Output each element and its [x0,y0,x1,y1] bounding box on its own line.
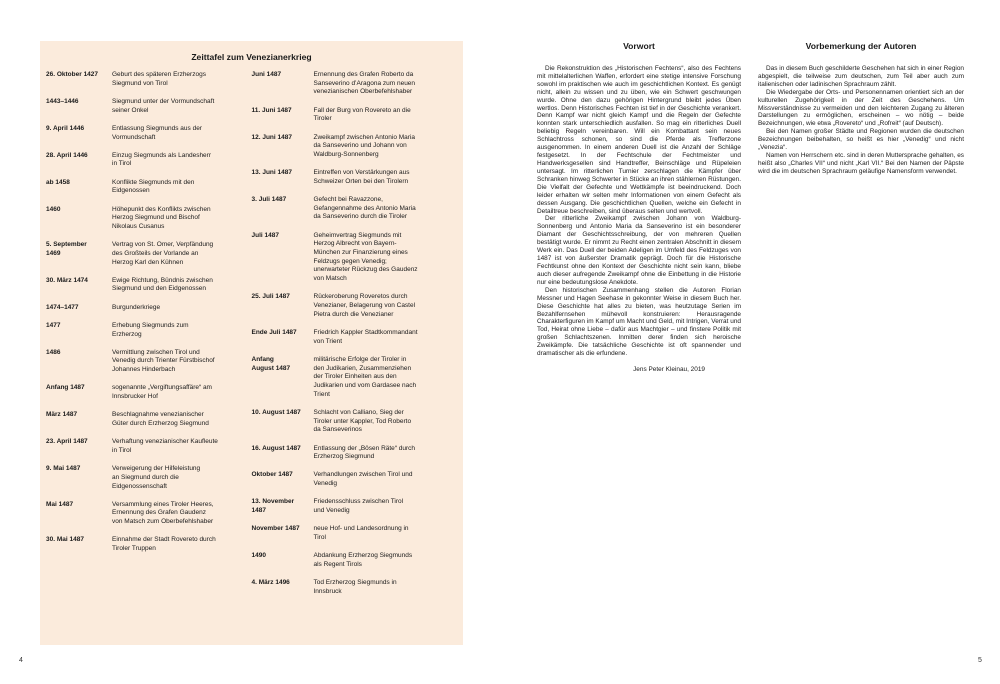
timeline-entry [252,293,458,319]
timeline-event: Ernennung des Grafen Roberto da Sanseverino d’Aragona zum neuen venezianischen Oberbefehlshaber [313,71,416,96]
timeline-event: Geburt des späteren Erzherzogs Siegmund von Tirol [112,71,206,87]
timeline-event: Höhepunkt des Konflikts zwischen Herzog Siegmund und Bischof Nikolaus Cusanus [112,205,211,230]
timeline-date: 13. Juni 1487 [251,169,292,177]
vorbemerkung-body [758,65,964,176]
timeline-date: 28. April 1446 [46,151,88,159]
timeline-date: 5. September 1469 [46,241,87,257]
timeline-event: Beschlagnahme venezianischer Güter durch Erzherzog Siegmund [112,411,209,427]
paragraph: Bei den Namen großer Städte und Regionen wurden die deutschen Bezeichnungen beibehalten, so heißt es hier „Venedig“ und nicht „Venezia“. [758,128,964,152]
timeline-event: Versammlung eines Tiroler Heeres, Ernennung des Grafen Gaudenz von Matsch zum Oberbefehlshaber [112,500,214,526]
timeline-event: Vermittlung zwischen Tirol und Venedig durch Trienter Fürstbischof Johannes Hinderbach [112,348,215,374]
timeline-entry [252,232,458,284]
timeline-event: Eintreffen von Verstärkungen aus Schweizer Orten bei den Tirolern [313,169,410,185]
page-number-left: 4 [19,657,23,664]
timeline-date: 1490 [251,552,266,560]
timeline-entry [252,579,458,596]
timeline-date: 16. August 1487 [251,444,301,452]
timeline-date: 13. November 1487 [251,498,295,515]
timeline-event: Schlacht von Calliano, Sieg der Tiroler unter Kappler, Tod Roberto da Sanseverinos [313,408,412,434]
timeline-event: Geheimvertrag Siegmunds mit Herzog Albrecht von Bayern- München zur Finanzierung eines Feldzugs gegen Venedig; unerwarteter Rückzug des Gaudenz von Matsch [313,231,418,283]
timeline-date: 1486 [46,348,61,356]
timeline-date: 30. März 1474 [46,276,88,284]
timeline-entry [252,525,458,542]
timeline-entry [46,322,252,339]
vorwort-signature: Jens Peter Kleinau, 2019 [633,366,705,374]
timeline-event: Burgunderkriege [112,303,161,311]
timeline-date: November 1487 [251,525,300,533]
timeline-entry [252,552,458,569]
timeline-entry [46,71,252,88]
timeline-date: Oktober 1487 [251,471,293,479]
timeline-date: Anfang August 1487 [251,355,291,372]
timeline-date: 1474–1477 [46,303,79,311]
timeline-entry [46,98,252,115]
timeline-date: Ende Juli 1487 [251,328,297,336]
timeline-entry [252,329,458,346]
paragraph: Der ritterliche Zweikampf zwischen Johann von Waldburg-Sonnenberg und Antonio Maria da Sanseverino ist ein besonderer Diamant der Geschichtsschreibung, der von mehreren Quellen bestätigt wurde. Er nimmt zu Recht einen zentralen Abschnitt in diesem Werk ein. Das Duell der beiden Adeligen im Umfeld des Feldzuges von 1487 ist von äußerster Dramatik geprägt. Doch für die Historische Fechtkunst ohne den Kontext der Geschichte nicht sein kann, bliebe auch dieser aufregende Zweikampf ohne die Einbettung in die Historie nur eine bedeutungslose Anekdote. [537,215,741,286]
timeline-date: ab 1458 [46,178,70,186]
timeline-entry [252,409,458,435]
timeline-date: 1460 [46,205,61,213]
timeline-date: 30. Mai 1487 [46,536,84,544]
timeline-date: 1443–1446 [46,97,79,105]
timeline-event: Fall der Burg von Rovereto an die Tiroler [313,106,411,123]
timeline-date: 23. April 1487 [46,438,88,446]
page-number-right: 5 [978,657,982,664]
timeline-entry [252,471,458,488]
timeline-entry [252,107,458,124]
timeline-event: Rückeroberung Roveretos durch Venezianer, Belagerung von Castel Pietra durch die Venezianer [313,293,416,318]
timeline-entry [46,179,252,196]
timeline-column-right [252,71,458,606]
timeline-entry [46,152,252,169]
paragraph: Das in diesem Buch geschilderte Geschehen hat sich in einer Region abgespielt, die teilweise zum deutschen, zum Teil aber auch zum italienischen oder ladinischen Sprachraum zählt. [758,64,964,88]
timeline-entry [46,277,252,294]
timeline-date: März 1487 [46,411,78,419]
timeline-entry [46,384,252,401]
timeline-entry [46,411,252,428]
timeline-column-left [46,71,252,606]
timeline-entry [46,241,252,267]
timeline-date: 4. März 1496 [251,579,290,587]
timeline-event: Erhebung Siegmunds zum Erzherzog [112,321,189,338]
vorwort-heading: Vorwort [623,41,655,51]
timeline-entry [46,501,252,527]
timeline-date: 9. Mai 1487 [46,465,81,473]
paragraph: Den historischen Zusammenhang stellen die Autoren Florian Messner und Hagen Seehase in gekonnter Weise in diesem Buch her. Diese Geschichte hat alles zu bieten, was heutzutage Serien im Bezahlfernsehen mühevoll konstruieren: Herausragende Charakterfiguren im Kampf um Macht und Geld, mit Intrigen, Verrat und Tod, Heirat ohne Liebe – dafür aus Machtgier – und finstere Politik mit großen Schlachtszenen. Inmitten derer finden sich heroische Zweikämpfe. Die tatsächliche Geschichte ist oft spannender und dramatischer als die erfundene. [537,286,741,358]
timeline-entry [252,134,458,160]
timeline-entry [252,356,458,400]
timeline-date: 11. Juni 1487 [251,106,292,114]
timeline-box [40,41,463,645]
timeline-date: 12. Juni 1487 [251,133,292,141]
timeline-event: sogenannte „Vergiftungsaffäre“ am Innsbrucker Hof [112,384,212,401]
timeline-entry [46,536,252,553]
timeline-columns [46,71,457,606]
timeline-entry [46,125,252,142]
vorbemerkung-column [758,43,964,176]
timeline-event: Gefecht bei Ravazzone, Gefangennahme des Antonio Maria da Sanseverino durch die Tiroler [313,196,416,221]
timeline-event: Einnahme der Stadt Rovereto durch Tiroler Truppen [112,536,216,553]
timeline-event: Tod Erzherzog Siegmunds in Innsbruck [313,579,397,595]
timeline-event: Zweikampf zwischen Antonio Maria da Sanseverino und Johann von Waldburg-Sonnenberg [313,133,416,158]
timeline-entry [46,206,252,232]
timeline-event: Entlassung der „Bösen Räte“ durch Erzherzog Siegmund [313,444,416,461]
timeline-entry [46,304,252,313]
timeline-event: militärische Erfolge der Tiroler in den Judikarien, Zusammenziehen der Tiroler Einheiten aus den Judikarien und vom Gardasee nach Trient [313,355,417,398]
timeline-event: Friedensschluss zwischen Tirol und Venedig [313,498,404,515]
vorbemerkung-heading: Vorbemerkung der Autoren [805,41,917,51]
vorwort-column [537,43,741,374]
timeline-date: Juli 1487 [251,231,279,239]
timeline-event: Abdankung Erzherzog Siegmunds als Regent Tirols [313,552,413,568]
timeline-entry [46,349,252,375]
timeline-event: neue Hof- und Landesordnung in Tirol [313,525,409,541]
timeline-date: 1477 [46,321,61,329]
timeline-event: Ewige Richtung, Bündnis zwischen Siegmund und den Eidgenossen [112,276,213,293]
vorwort-body [537,65,741,358]
timeline-event: Verhaftung venezianischer Kaufleute in Tirol [112,438,218,454]
timeline-entry [252,445,458,462]
timeline-event: Siegmund unter der Vormundschaft seiner Onkel [112,97,215,114]
timeline-date: 25. Juli 1487 [251,293,290,301]
timeline-entry [46,465,252,491]
timeline-entry [252,498,458,515]
timeline-event: Verweigerung der Hilfeleistung an Siegmund durch die Eidgenossenschaft [112,465,201,490]
timeline-entry [252,71,458,97]
timeline-date: 26. Oktober 1427 [46,71,99,78]
paragraph: Die Rekonstruktion des „Historischen Fechtens“, also des Fechtens mit mittelalterlichen Waffen, erfordert eine stetige intensive Forschung sowohl im praktischen wie auch im geschichtlichen Kontext. Es genügt nicht, allein zu wissen und zu üben, wie ein Schwert geschwungen wurde. Ohne den dazu gehörigen Hintergrund bleibt jedes Üben wertlos. Denn Historisches Fechten ist tief in der Geschichte verankert. Denn Kampf war nicht gleich Kampf und die Regeln der Gefechte konnten stark unterschiedlich ausfallen. So mag ein ritterliches Duell beliebig Regeln vereinbaren. Will ein Kombattant sein neues Schlachtross schonen, so sind die Pferde als Trefferzone ausgenommen. In einem anderen Duell ist die Anzahl der Schläge festgesetzt. In der Fechtschule der Fechtmeister und Handwerksgesellen sind Handtreffer, Beinschläge und Rüpeleien untersagt. Im ritterlichen Turnier zerschlagen die Kämpfer über Schranken hinweg Schwerter in Stücke an ihren stählernen Rüstungen. Die Vielfalt der Gefechte und Wettkämpfe ist beeindruckend. Doch leider erhalten wir selten mehr Informationen von einem Gefecht als dessen Ausgang. Die geschichtlichen Quellen, welche ein Gefecht in Detailtreue beschreiben, sind überaus selten und wertvoll. [537,64,741,215]
timeline-event: Verhandlungen zwischen Tirol und Venedig [313,471,413,488]
timeline-date: Anfang 1487 [46,384,85,392]
timeline-title: Zeittafel zum Venezianerkrieg [191,52,312,62]
timeline-date: 3. Juli 1487 [251,196,287,204]
timeline-event: Friedrich Kappler Stadtkommandant von Trient [313,328,418,345]
timeline-entry [252,169,458,186]
timeline-event: Konflikte Siegmunds mit den Eidgenossen [112,178,195,195]
timeline-event: Entlassung Siegmunds aus der Vormundschaft [112,124,202,141]
timeline-event: Vertrag von St. Omer, Verpfändung des Großteils der Vorlande an Herzog Karl den Kühnen [112,241,214,266]
timeline-date: Juni 1487 [251,71,282,78]
timeline-entry [46,438,252,455]
timeline-date: Mai 1487 [46,500,74,508]
timeline-date: 10. August 1487 [251,408,301,416]
timeline-date: 9. April 1446 [46,124,85,132]
timeline-event: Einzug Siegmunds als Landesherr in Tirol [112,151,212,168]
paragraph: Die Wiedergabe der Orts- und Personennamen orientiert sich an der kulturellen Zugehörigkeit in der Zeit des Geschehens. Um Missverständnisse zu vermeiden und den leichteren Zugang zu älteren Darstellungen zu ermöglichen, erscheinen – wo nötig – beide Bezeichnungen, wie etwa „Rovereto“ und „Rofreit“ (auf Deutsch). [758,88,964,128]
paragraph: Namen von Herrschern etc. sind in deren Muttersprache gehalten, es heißt also „Charles VII“ und nicht „Karl VII.“ Bei den Namen der Päpste wird die im deutschen Sprachraum geläufige Namensform verwendet. [758,152,964,175]
timeline-entry [252,196,458,222]
